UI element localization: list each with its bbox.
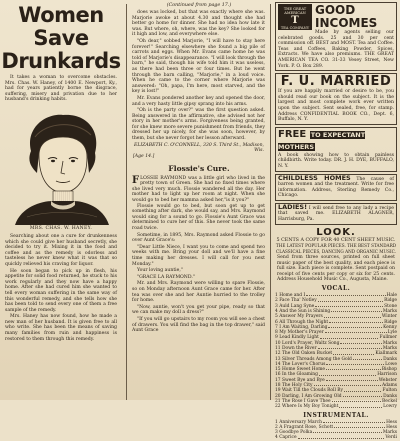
composer: Danks: [383, 356, 397, 362]
song-title: 5 Answer My Prayers: [275, 314, 323, 320]
dot-leader: [332, 399, 381, 402]
composer: Danks: [383, 393, 397, 399]
left-body: [5, 234, 117, 342]
ad-good-incomes: [275, 2, 397, 71]
story-body: [132, 204, 265, 334]
age-label: [Age 14.]: [133, 153, 155, 159]
song-title: 14 The Lover's Chorus: [275, 361, 326, 367]
left-body-p3: Mrs. Haney has now found, how he made a new man of her husband. It is given free to all who write. She has been the means of saving many families from ruin and happiness is restored to them through this remedy.: [5, 314, 117, 342]
story-p5: "GRACE LA RAYMOND.": [137, 274, 195, 280]
song-title: 4 And the Sun is Shining: [275, 308, 331, 314]
song-title: 4 Caprice: [275, 435, 297, 441]
dot-leader: [306, 293, 385, 296]
dot-leader: [343, 394, 383, 397]
vocal-list: [275, 293, 397, 410]
dot-leader: [329, 320, 383, 323]
composer: Harrison: [377, 372, 397, 378]
ad-sheet-music: [272, 227, 400, 441]
composer: Kiallmark: [375, 351, 397, 357]
song-title: 9 Lead Kindly Light: [275, 335, 319, 341]
portrait-caption: MRS. CHAS. W. HANEY.: [29, 225, 93, 231]
dot-leader: [331, 309, 382, 312]
song-title: 21 The Rose I Gave Thee: [275, 398, 331, 404]
dot-leader: [320, 335, 379, 338]
song-title: 2 Face Tha' Notley: [275, 298, 317, 304]
song-title: 19 Wait Till the Clouds Roll By: [275, 388, 343, 394]
story-p1: Flossie would go to bed, but soon get up to get something after dark, she would say, and Mrs. Raymond would sing for a sound to go. Flossie's Aunt Grace was determined to cure her of this. She never took the same road twice.: [132, 203, 265, 231]
song-title: 8 My Mother's Prayer: [275, 330, 324, 336]
intro-text: It takes a woman to overcome obstacles. Mrs. Chas. W. Haney, of 1400 E. Newport, Ky., had for years patiently borne the disgrace, suffering, misery and privation due to her husband's drinking habits.: [5, 75, 117, 103]
composer: Hess: [386, 424, 397, 430]
composer: Marks: [382, 340, 397, 346]
ladies-body: I will send free to any lady a recipe that saved me. ELIZABETH ALAGNER, Harrisburg, Pa.: [278, 205, 394, 223]
song-title: 11 Down the River: [275, 345, 317, 351]
childless-title: CHILDLESS HOMES: [278, 173, 351, 182]
logo-top-text: THE GREAT AMERICAN: [283, 7, 307, 16]
composer: Fulton: [382, 388, 397, 394]
composer: Webster: [378, 377, 397, 383]
mid-p2: "Oh dear," sobbed Marjorie, "I will have to stay here forever!" Searching elsewhere she found a big pile of carrots and eggs. When Mr. Evans came home he was told of Marjorie's disappearance. "I will look through the barn," he said, though his wife told him it was useless, as there had been three or four times. But he went through the barn calling, "Marjorie," in a loud voice. When he came to the corner where Marjorie was answered: "Oh, papa, I'm here, most starved, and the key is lost!": [132, 38, 265, 95]
headline: [0, 4, 122, 73]
column-rule-left: [126, 4, 127, 400]
left-column: [0, 0, 122, 400]
dot-leader: [323, 420, 385, 423]
composer: Ridge: [384, 319, 397, 325]
vocal-heading: VOCAL.: [321, 285, 351, 293]
composer: Marks: [382, 345, 397, 351]
dot-leader: [340, 341, 381, 344]
song-title: 22 Where Is My Boy Tonight: [275, 404, 339, 410]
instrumental-heading: INSTRUMENTAL.: [303, 411, 369, 419]
good-incomes-body: Made by agents selling our celebrated goods. 25 and 30 per cent commission off. BEST and MOST. Tea and Coffee. Teas and Coffees, Baking Powder, Spices, Extracts. We have also premiums. THE GREAT AMERICAN TEA CO. 31-33 Vesey Street, New York. P. O. Box 289.: [278, 30, 394, 69]
song-title: 13 Silver Threads Among the Gold: [275, 356, 352, 362]
free-body: A book showing how to obtain painless childbirth. Write today. DR. J. H. DYE, BUFFALO, N. Y.: [278, 152, 394, 169]
composer: Lowry: [383, 404, 397, 410]
song-title: 1 Anniversary March: [275, 419, 322, 425]
free-word: FREE: [278, 128, 307, 140]
composer: Lyle: [387, 330, 397, 336]
free-title: [278, 129, 394, 153]
song-title: 15 Home Sweet Home: [275, 367, 325, 373]
dot-leader: [326, 362, 384, 365]
composer: Adams: [381, 383, 397, 389]
story-p8: "If you will go upstairs to my room you will see a chest of drawers. You will find the bag in the top drawer," said Aunt Grace: [132, 316, 265, 334]
song-title: 3 Goodbye Polka: [275, 430, 313, 436]
composer: Beckel: [382, 398, 397, 404]
story-p3: "Dear Little Niece, I want you to come and spend two weeks with me. Bring your doll and we'll have a fine time making her dresses. I will call for you next Monday.": [132, 244, 265, 267]
story-title: Flossie's Cure.: [168, 163, 230, 173]
composer: Marks: [382, 308, 397, 314]
good-incomes-title: GOOD INCOMES: [315, 3, 378, 30]
song-title: 16 In the Gloaming: [275, 372, 318, 378]
story-p7: "Now, auntie, won't you get your pipe, ready so that we can make my doll a dress?": [132, 304, 265, 316]
mid-p4: "Oh is the party over?" was the first question asked. Being answered in the affirmative, she advised not her story in her mother's arms. Forgiveness being granted, for she knew more severe punishment from friends, they dressed her up nicely, for she was soon, however, by them, but she never forgot her lesson afterward.: [132, 108, 265, 142]
mid-p1: does was locked, but that was exactly where she was. Marjorie awoke at about 4.30 and thought she had better go home for dinner. She had no idea how late it was. But where, oh, where, was the key? She looked for it high and low, and everywhere else.: [132, 10, 265, 38]
right-column: [272, 0, 400, 441]
headline-line-1: Women: [18, 3, 104, 27]
composer: Marks: [382, 430, 397, 436]
author-signature: ELIZABETH C. O'CONNELL, 330 S. Third St., Madison, Wis.: [134, 142, 264, 153]
left-body-p1: Searching about one a cure for drunkenness which she could give her husband secretly, she decided to try it. Mixing it in the food and coffee and as the remedy is odorless and tasteless he never knew what it was that so quickly relieved his craving for liquor.: [5, 233, 117, 267]
dot-leader: [326, 378, 378, 381]
ad-free-expectant: [275, 127, 397, 172]
tea-company-logo: [278, 4, 312, 30]
ad-childless: [275, 174, 397, 201]
dot-leader: [334, 425, 385, 428]
left-body-p2: He soon began to pick up in flesh, his appetite for solid food returned, he stuck to his work regularly and they now have a happy home. After she had cured him she wanted to tell every woman suffering in the same way of this wonderful remedy, and she tells how she has been told to send every one of them a free sample of the remedy.: [5, 268, 117, 313]
dot-leader: [298, 435, 385, 438]
story-p4: Your loving auntie,": [137, 268, 183, 274]
song-title: 17 Sweet Bye and Bye: [275, 377, 325, 383]
childless-body: The cause of barren women and the treatment. Write for free information. Address, Sterling Remedy Co., Chicago.: [278, 176, 394, 199]
story-p2: Sometime, in 1895, Mrs. Raymond asked Flossie to go over Aunt Grace's:: [132, 232, 265, 244]
dot-leader: [314, 383, 381, 386]
dot-leader: [325, 330, 387, 333]
look-subtitle: 5 CENTS A COPY FOR 40 CENT SHEET MUSIC.: [276, 237, 396, 243]
composer: Ridge: [384, 298, 397, 304]
dot-leader: [318, 346, 382, 349]
dot-leader: [344, 388, 382, 391]
married-body: If you are happily married or desire to be, you should read our book on the subject. It is the largest and most complete work ever written upon the subject. Sent sealed, free, for stamp. Address CONFIDENTIAL BOOK CO., Dept. 6, Buffalo, N. Y.: [278, 89, 394, 123]
composer: Hess: [386, 419, 397, 425]
drop-cap: F: [132, 174, 140, 186]
dot-leader: [324, 314, 381, 317]
composer: Kenny: [383, 324, 397, 330]
composer: Bishop: [381, 367, 397, 373]
dot-leader: [319, 372, 376, 375]
ladies-title: LADIES!: [278, 202, 308, 211]
composer: Lowe: [385, 361, 397, 367]
dot-leader: [353, 357, 382, 360]
dot-leader: [315, 304, 383, 307]
column-rule-right: [270, 4, 271, 400]
story-p6: Mr. and Mrs. Raymond were willing to spare Flossie, so on Monday afternoon Aunt Grace came for her. After tea was over she and her Auntie hurried to the trolley for home.: [132, 281, 265, 304]
instrumental-list: [275, 420, 397, 441]
story-continuation: [132, 10, 265, 142]
headline-line-3: Drunkards: [1, 49, 121, 73]
song-title: 2 A Fragrant Rose, Schott: [275, 424, 334, 430]
ad-married: [275, 73, 397, 125]
song-title: 7 I Am Waiting, Darling: [275, 324, 328, 330]
logo-bottom-text: TEA COMPANY: [280, 25, 310, 30]
song-title: 3 Auld Lang Syne: [275, 303, 315, 309]
logo-letter: T: [291, 14, 299, 26]
portrait-image: [5, 107, 117, 225]
composer: Stone: [384, 303, 397, 309]
continued-note: (Continued from page 17.): [166, 3, 232, 8]
story-first-text: LOSSIE RAYMOND was a little girl who lived in the pretty town of Green. She had no fixed times where she lived very much. Flossie wandered all the day. Her mother had to light up her room at night. When she would go to bed her mamma asked her,"is it you?": [132, 175, 265, 204]
look-subtitle-2: THE LATEST POPULAR PIECES. THE BEST STANDARD CLASSICAL PIECES, DANCING AND ORGANIC MUSIC.: [275, 243, 397, 255]
story-opening: [132, 176, 265, 204]
composer: Hale: [386, 293, 397, 299]
headline-line-2: Save: [33, 26, 89, 50]
ad-ladies: [275, 203, 397, 225]
list-item: [275, 404, 397, 409]
composer: Fullmer: [379, 335, 397, 341]
song-title: 1 Home and I: [275, 293, 306, 299]
dot-leader: [333, 351, 374, 354]
intro-paragraph: [5, 75, 117, 103]
composer: Winter: [381, 314, 397, 320]
song-title: 10 Lord's Prayer, Waltz Song: [275, 340, 340, 346]
married-title: F. U. MARRIED: [280, 74, 392, 90]
middle-column: [130, 0, 268, 400]
dot-leader: [339, 404, 382, 407]
dot-leader: [328, 325, 382, 328]
list-item: [275, 435, 397, 440]
free-tag: TO EXPECTANT MOTHERS: [278, 130, 366, 151]
mid-p3: Mr. Evans pondered another key and opened the door, and a very hasty little gipsy sprang into his arms.: [132, 95, 265, 107]
look-body: Send from three sources, printed on full sheet music paper of the best quality, and each piece is full size. Each piece is complete. Sent postpaid on receipt of five cents per copy or six for 25 cents. Address Household Music Co., Augusta, Maine.: [277, 255, 395, 283]
song-title: 18 The Holy City: [275, 383, 313, 389]
song-title: 20 Darling, I Am Growing Old: [275, 393, 342, 399]
look-title: LOOK.: [316, 226, 356, 238]
dot-leader: [318, 298, 383, 301]
song-title: 6 All Through the Night: [275, 319, 329, 325]
dot-leader: [326, 367, 381, 370]
song-title: 12 The Old Oaken Bucket: [275, 351, 333, 357]
dot-leader: [313, 430, 382, 433]
composer: Verdi: [385, 435, 397, 441]
